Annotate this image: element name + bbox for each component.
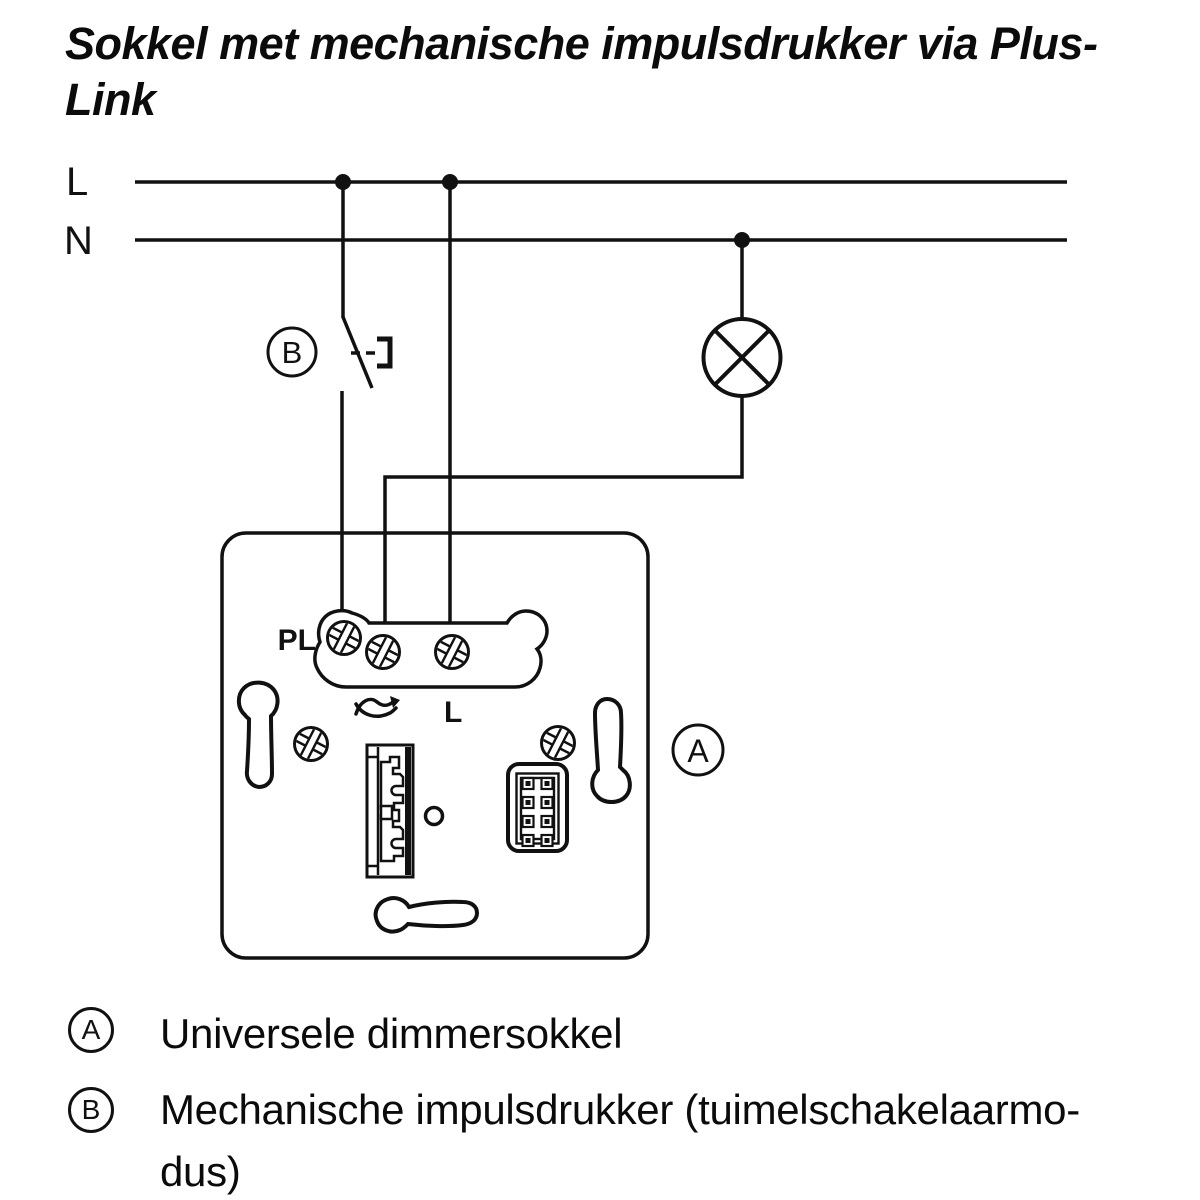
plus-link-connector	[508, 764, 567, 851]
legend-label-b	[160, 1079, 1168, 1200]
pushbutton-switch-symbol	[343, 317, 390, 388]
pushbutton-actuator-icon	[377, 339, 390, 366]
terminal-pl-label: PL	[277, 624, 316, 657]
legend-key-b: B	[68, 1087, 114, 1133]
pilot-hole	[426, 808, 443, 825]
page-title-line-1: Sokkel met mechanische impulsdrukker via Plus-	[65, 18, 1098, 69]
terminal-l-label: L	[444, 696, 463, 729]
callout-a	[673, 725, 723, 775]
legend-key-a: A	[68, 1007, 114, 1053]
legend-label-b-line-1: Mechanische impulsdrukker (tuimelschakelaarmo-	[160, 1086, 1080, 1133]
callout-b-label: B	[281, 335, 303, 370]
mounting-slot-bottom	[376, 898, 477, 932]
legend-label-b-line-2: dus)	[160, 1148, 241, 1195]
legend-item-b	[68, 1079, 1168, 1200]
legend-label-a	[160, 1003, 1168, 1065]
screw-terminal-dimmer-output	[366, 635, 400, 669]
wires	[342, 182, 742, 640]
spring-clamp-component	[367, 745, 413, 877]
callout-a-label: A	[687, 733, 709, 769]
lamp-icon	[704, 319, 781, 396]
neutral-rail-label: N	[64, 219, 93, 263]
mounting-slot-left	[239, 683, 278, 787]
screw-fixing-right	[541, 726, 575, 760]
screw-terminal-l	[435, 635, 469, 669]
screw-fixing-left	[294, 727, 328, 761]
screw-terminal-pl	[327, 621, 361, 655]
legend-item-a	[68, 1003, 1168, 1065]
dimmer-output-icon	[356, 696, 400, 716]
dimmer-base-outline	[222, 533, 648, 958]
legend-label-a-line-1: Universele dimmersokkel	[160, 1010, 623, 1057]
mounting-slot-right	[592, 699, 630, 802]
callout-b	[268, 328, 316, 376]
legend	[68, 1003, 1168, 1200]
page-title-line-2: Link	[65, 74, 156, 125]
live-rail-label: L	[66, 160, 89, 204]
